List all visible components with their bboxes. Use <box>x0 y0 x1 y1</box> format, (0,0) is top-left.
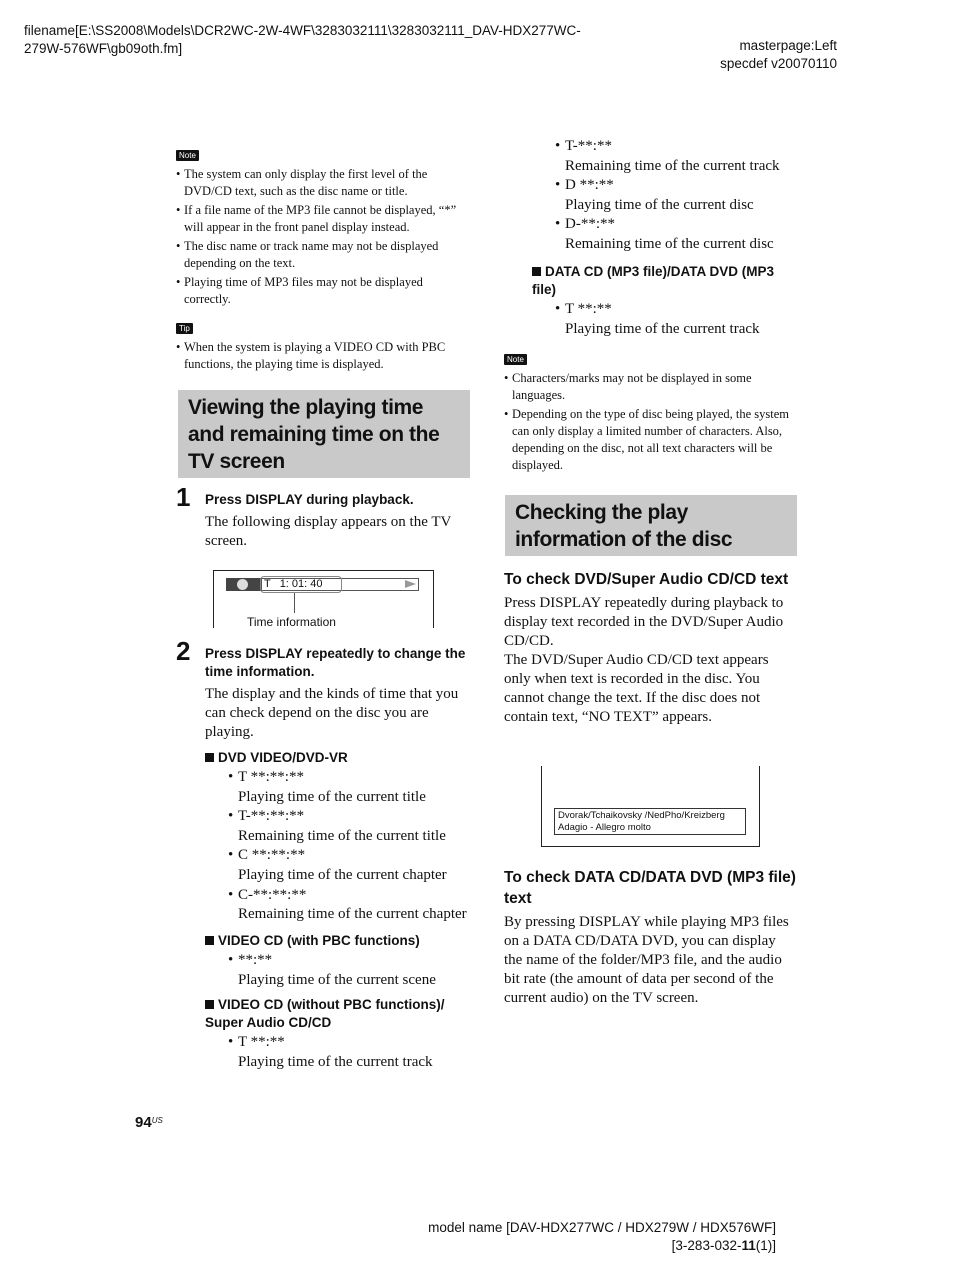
list-item: • C-**:**:** <box>228 886 307 903</box>
list-item: • T-**:**:** <box>228 808 305 825</box>
tv-display-illustration <box>213 570 434 628</box>
subsection-title: To check DVD/Super Audio CD/CD text <box>504 571 789 588</box>
check-data-text <box>504 867 797 1008</box>
section-heading-play-info: Checking the play information of the disc <box>505 495 797 556</box>
time-item-list: • T **:** Playing time of the current track <box>228 1033 475 1072</box>
group-dvd-video <box>205 749 475 925</box>
step-number: 2 <box>176 636 191 666</box>
list-item: • Playing time of MP3 files may not be displayed correctly. <box>176 274 470 308</box>
list-item: • T **:**:** <box>228 769 304 785</box>
square-bullet-icon <box>532 267 541 276</box>
right-notes <box>504 349 796 476</box>
note-label: Note <box>176 150 199 161</box>
paragraph: By pressing DISPLAY while playing MP3 files on a DATA CD/DATA DVD, you can display the name of the folder/MP3 file, and the audio bit rate (the amount of data per second of the current audio) on the TV screen. <box>504 914 789 1006</box>
tip-label: Tip <box>176 323 193 334</box>
list-item: • If a file name of the MP3 file cannot be displayed, “*” will appear in the front panel display instead. <box>176 202 470 236</box>
list-item: • D **:** <box>555 177 614 194</box>
group-video-cd-pbc <box>205 932 475 990</box>
page-number: $94^{US}$ <box>135 1114 163 1131</box>
group-title: VIDEO CD (with PBC functions) <box>205 932 475 950</box>
document-code: [3-283-032-11(1)] <box>671 1238 776 1253</box>
list-item: • C **:**:** <box>228 847 306 864</box>
check-dvd-text <box>504 569 797 727</box>
left-column <box>176 145 470 375</box>
step-2 <box>205 645 470 742</box>
time-item-list: • T **:** Playing time of the current track <box>555 300 802 339</box>
section-heading-playing-time: Viewing the playing time and remaining time on the TV screen <box>178 390 470 478</box>
group-data-cd: DATA CD (MP3 file)/DATA DVD (MP3 file) • T **:** Playing time of the current track <box>532 263 802 339</box>
subsection-title: To check DATA CD/DATA DVD (MP3 file) text <box>504 869 796 907</box>
time-item-list: • T **:**:** Playing time of the current title • T-**:**:** Remaining time of the current title • C **:**:** Playing time of the current chapter • C-**:**:** Remaining time of the current chapter <box>228 768 475 925</box>
time-item-list: • **:** Playing time of the current scene <box>228 951 475 990</box>
clock-icon <box>237 579 248 590</box>
list-item: • D-**:** <box>555 216 615 233</box>
play-icon <box>405 580 416 588</box>
filename-header: filename[E:\SS2008\Models\DCR2WC-2W-4WF\3283032111\3283032111_DAV-HDX277WC- 279W-576WF\gb09oth.fm] <box>24 23 581 56</box>
square-bullet-icon <box>205 1000 214 1009</box>
step-number: 1 <box>176 482 191 512</box>
group-title: VIDEO CD (without PBC functions)/ <box>205 996 475 1014</box>
step-title: Press DISPLAY repeatedly to change the time information. <box>205 646 466 679</box>
disc-text-box: Dvorak/Tchaikovsky /NedPho/Kreizberg Adagio - Allegro molto <box>554 808 746 835</box>
group-title: DATA CD (MP3 file)/DATA DVD (MP3 <box>532 263 802 281</box>
continued-item-list: • T-**:** Remaining time of the current track • D **:** Playing time of the current disc • D-**:** Remaining time of the current disc <box>555 137 815 255</box>
square-bullet-icon <box>205 753 214 762</box>
paragraph: Press DISPLAY repeatedly during playback to display text recorded in the DVD/Super Audio CD/CD. <box>504 595 784 649</box>
square-bullet-icon <box>205 936 214 945</box>
note-list <box>504 370 796 474</box>
list-item: • The system can only display the first level of the DVD/CD text, such as the disc name or title. <box>176 166 470 200</box>
list-item: • Depending on the type of disc being played, the system can only display a limited number of characters. Also, depending on the disc, not all text characters will be displayed. <box>504 406 796 474</box>
list-item: • The disc name or track name may not be displayed depending on the text. <box>176 238 470 272</box>
step-1 <box>205 491 470 551</box>
note-list <box>176 166 470 308</box>
step-body: The display and the kinds of time that you can check depend on the disc you are playing. <box>205 686 459 740</box>
note-label: Note <box>504 354 527 365</box>
step-body: The following display appears on the TV screen. <box>205 514 452 549</box>
list-item: • T **:** <box>228 1034 285 1050</box>
disc-text-illustration <box>541 766 760 847</box>
list-item: • T-**:** <box>555 138 612 154</box>
step-title: Press DISPLAY during playback. <box>205 492 414 507</box>
list-item: • Characters/marks may not be displayed in some languages. <box>504 370 796 404</box>
group-video-cd-no-pbc: VIDEO CD (without PBC functions)/ Super Audio CD/CD • T **:** Playing time of the current track <box>205 996 475 1072</box>
pointer-line <box>294 593 295 613</box>
list-item: • **:** <box>228 952 273 968</box>
time-readout: T 1: 01: 40 <box>264 578 323 590</box>
paragraph: The DVD/Super Audio CD/CD text appears only when text is recorded in the disc. You cannot change the text. If the disc does not contain text, “NO TEXT” appears. <box>504 652 769 725</box>
time-caption: Time information <box>247 615 336 629</box>
list-item: • When the system is playing a VIDEO CD with PBC functions, the playing time is displayed. <box>176 339 470 373</box>
masterpage-header: masterpage:Left specdef v20070110 <box>720 38 837 71</box>
model-footer: model name [DAV-HDX277WC / HDX279W / HDX576WF] [3-283-032-11(1)] <box>428 1220 776 1253</box>
clock-block <box>226 578 261 591</box>
tip-list <box>176 339 470 373</box>
group-title: DVD VIDEO/DVD-VR <box>205 749 475 767</box>
list-item: • T **:** <box>555 301 612 317</box>
